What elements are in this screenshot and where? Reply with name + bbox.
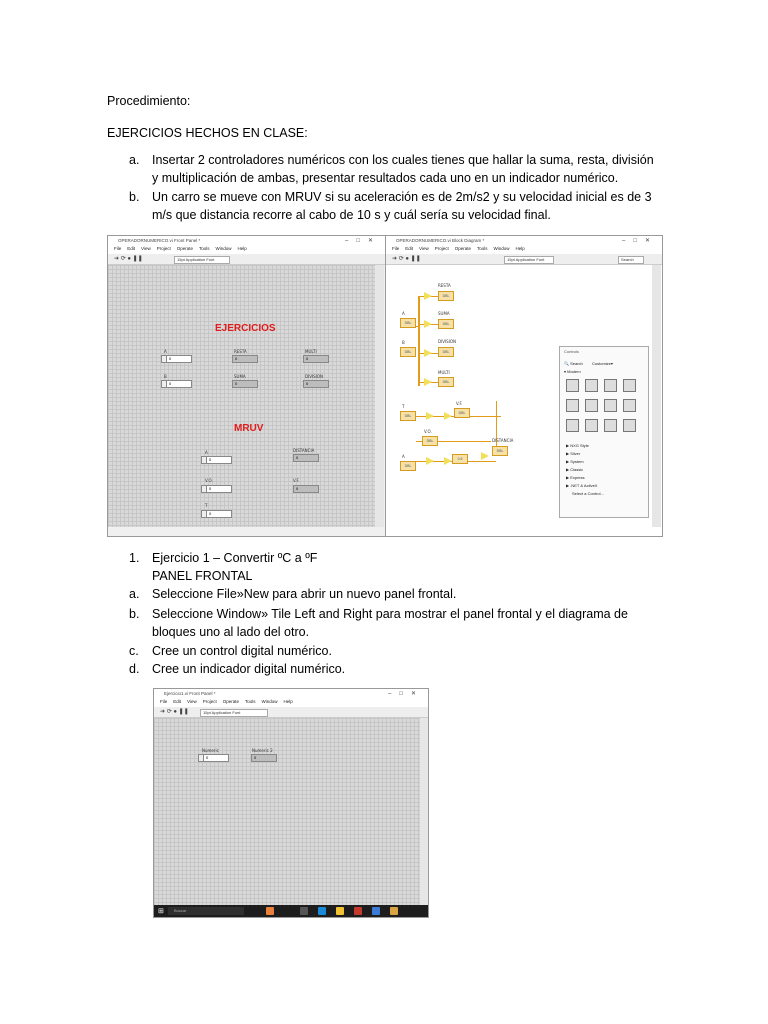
label-suma: SUMA xyxy=(438,311,450,316)
window-controls[interactable]: –□✕ xyxy=(622,238,658,244)
label-b: B xyxy=(402,340,405,345)
label-suma: SUMA xyxy=(234,374,246,379)
palette-category-modern[interactable]: ▾ Modern xyxy=(564,369,581,374)
list-marker: c. xyxy=(129,644,139,658)
exercise-subtitle: PANEL FRONTAL xyxy=(152,569,253,583)
add-icon xyxy=(424,320,432,328)
heading-mruv: MRUV xyxy=(234,423,264,434)
terminal-b: DBL xyxy=(400,347,416,357)
label-numeric: Numeric xyxy=(202,748,219,753)
label-a: A xyxy=(164,349,167,354)
label-vo: V.O. xyxy=(205,478,213,483)
app-icon[interactable] xyxy=(372,907,380,915)
subtract-icon xyxy=(424,292,432,300)
label-multi: MULTI xyxy=(305,349,317,354)
palette-item[interactable]: Select a Control... xyxy=(572,491,604,496)
exercise-title: Ejercicio 1 – Convertir ºC a ºF xyxy=(152,551,318,565)
list-marker: b. xyxy=(129,607,140,621)
indicator-suma: 0 xyxy=(232,380,258,388)
search-input[interactable]: Search xyxy=(618,256,644,264)
container-icon[interactable] xyxy=(623,399,636,412)
front-panel-window xyxy=(107,235,386,537)
step-line: Cree un indicador digital numérico. xyxy=(152,662,346,676)
palette-search-button[interactable]: 🔍 Search xyxy=(564,361,583,366)
control-numeric[interactable]: 0 xyxy=(203,754,229,762)
control-b[interactable]: 0 xyxy=(166,380,192,388)
label-a: A xyxy=(402,311,405,316)
menu-edit[interactable]: Edit xyxy=(127,246,136,251)
scrollbar[interactable] xyxy=(652,265,661,527)
window-title: Ejercicio1.vi Front Panel * xyxy=(164,691,216,696)
palette-search-label: Search xyxy=(570,361,583,366)
step-line: Cree un control digital numérico. xyxy=(152,644,332,658)
font-selector[interactable]: 15pt Application Font xyxy=(504,256,554,264)
ejercicio1-front-panel-window xyxy=(153,688,429,918)
run-icon[interactable]: ➜ ⟳ ● ❚❚ xyxy=(160,709,189,715)
menu-project[interactable]: Project xyxy=(156,246,171,251)
indicator-suma: DBL xyxy=(438,319,454,329)
menu-window[interactable]: Window xyxy=(261,699,278,704)
menu-project[interactable]: Project xyxy=(434,246,449,251)
control-a[interactable]: 0 xyxy=(166,355,192,363)
windows-taskbar xyxy=(154,905,428,917)
palette-item[interactable]: ▶ Express xyxy=(566,475,585,480)
edge-icon[interactable] xyxy=(318,907,326,915)
app-icon[interactable] xyxy=(354,907,362,915)
labview-app-icon[interactable] xyxy=(266,907,274,915)
menu-operate[interactable]: Operate xyxy=(454,246,471,251)
label-multi: MULTI xyxy=(438,370,450,375)
label-distancia: DISTANCIA xyxy=(492,438,514,443)
string-icon[interactable] xyxy=(604,379,617,392)
menu-operate[interactable]: Operate xyxy=(222,699,239,704)
label-division: DIVISION xyxy=(305,374,324,379)
toolbar xyxy=(386,254,662,265)
palette-item[interactable]: ▶ NXG Style xyxy=(566,443,589,448)
indicator-vf: 0 xyxy=(293,485,319,493)
list-marker: a. xyxy=(129,153,140,167)
graph-icon[interactable] xyxy=(585,399,598,412)
taskbar-search[interactable]: Buscar xyxy=(168,907,244,915)
control-vo[interactable]: 0 xyxy=(206,485,232,493)
list-table-icon[interactable] xyxy=(566,399,579,412)
variant-icon[interactable] xyxy=(585,419,598,432)
add-icon xyxy=(481,452,489,460)
panel-grid xyxy=(108,265,375,527)
label-vo: V.O. xyxy=(424,429,432,434)
menubar xyxy=(154,699,428,707)
task-view-icon[interactable] xyxy=(300,907,308,915)
menu-project[interactable]: Project xyxy=(202,699,217,704)
terminal-a2: DBL xyxy=(400,461,416,471)
decorations-icon[interactable] xyxy=(604,419,617,432)
palette-item[interactable]: ▶ System xyxy=(566,459,584,464)
toolbar xyxy=(154,707,428,718)
menu-help[interactable]: Help xyxy=(283,699,293,704)
run-icon[interactable]: ➜ ⟳ ● ❚❚ xyxy=(114,256,143,262)
terminal-a: DBL xyxy=(400,318,416,328)
menu-file[interactable]: File xyxy=(160,699,168,704)
block-diagram-window xyxy=(385,235,663,537)
label-t: T xyxy=(402,404,405,409)
numeric-icon[interactable] xyxy=(566,379,579,392)
toolbar xyxy=(108,254,385,265)
ring-icon[interactable] xyxy=(604,399,617,412)
control-t[interactable]: 0 xyxy=(206,510,232,518)
label-resta: RESTA xyxy=(438,283,451,288)
constant-node: 0.5 xyxy=(452,454,468,464)
indicator-numeric-2: 0 xyxy=(251,754,277,762)
step-line: Seleccione File»New para abrir un nuevo panel frontal. xyxy=(152,587,457,601)
window-title: OPERADORNUMERICO.vi Block Diagram * xyxy=(396,238,485,243)
label-b: B xyxy=(164,374,167,379)
window-title: OPERADORNUMERICO.vi Front Panel * xyxy=(118,238,201,243)
indicator-distancia: DBL xyxy=(492,446,508,456)
palette-title: Controls xyxy=(564,349,579,354)
list-marker: d. xyxy=(129,662,140,676)
list-item-line: y multiplicación de ambas, presentar resultados cada uno en un indicador numérico. xyxy=(152,171,619,185)
divide-icon xyxy=(424,349,432,357)
menu-file[interactable]: File xyxy=(392,246,400,251)
scrollbar[interactable] xyxy=(375,265,384,527)
app-icon[interactable] xyxy=(390,907,398,915)
multiply-icon xyxy=(444,457,452,465)
menu-help[interactable]: Help xyxy=(515,246,525,251)
indicator-division: 0 xyxy=(303,380,329,388)
list-marker: b. xyxy=(129,190,140,204)
font-selector[interactable]: 15pt Application Font xyxy=(200,709,268,717)
control-a2[interactable]: 0 xyxy=(206,456,232,464)
indicator-distancia: 0 xyxy=(293,454,319,462)
list-item-line: m/s que distancia recorre al cabo de 10 s y cuál sería su velocidad final. xyxy=(152,208,551,222)
font-selector[interactable]: 15pt Application Font xyxy=(174,256,230,264)
label-a2: A xyxy=(402,454,405,459)
terminal-vo: DBL xyxy=(422,436,438,446)
step-line: Seleccione Window» Tile Left and Right para mostrar el panel frontal y el diagrama de xyxy=(152,607,628,621)
palette-item[interactable]: ▶ Classic xyxy=(566,467,584,472)
label-vf: V.F. xyxy=(456,401,463,406)
window-controls[interactable]: –□✕ xyxy=(345,238,381,244)
label-division: DIVISION xyxy=(438,339,457,344)
label-numeric-2: Numeric 2 xyxy=(252,748,273,753)
refnum-icon[interactable] xyxy=(623,419,636,432)
label-vf: V.F. xyxy=(293,478,300,483)
list-item-line: Insertar 2 controladores numéricos con los cuales tienes que hallar la suma, resta, división xyxy=(152,153,654,167)
wire xyxy=(418,296,420,386)
palette-item[interactable]: ▶ .NET & ActiveX xyxy=(566,483,598,488)
section-title: EJERCICIOS HECHOS EN CLASE: xyxy=(107,126,308,140)
menu-edit[interactable]: Edit xyxy=(173,699,182,704)
indicator-division: DBL xyxy=(438,347,454,357)
heading-procedimiento: Procedimiento: xyxy=(107,94,191,108)
menu-window[interactable]: Window xyxy=(493,246,510,251)
list-item-line: Un carro se mueve con MRUV si su aceleración es de 2m/s2 y su velocidad inicial es de 3 xyxy=(152,190,652,204)
menu-operate[interactable]: Operate xyxy=(176,246,193,251)
menu-view[interactable]: View xyxy=(187,699,197,704)
menu-help[interactable]: Help xyxy=(237,246,247,251)
palette-item[interactable]: ▶ Silver xyxy=(566,451,581,456)
menu-file[interactable]: File xyxy=(114,246,122,251)
io-icon[interactable] xyxy=(566,419,579,432)
menu-view[interactable]: View xyxy=(141,246,151,251)
windows-start-icon[interactable]: ⊞ xyxy=(158,908,164,915)
window-controls[interactable]: –□✕ xyxy=(388,691,424,697)
controls-palette xyxy=(559,346,649,518)
menu-tools[interactable]: Tools xyxy=(477,246,488,251)
step-line: bloques uno al lado del otro. xyxy=(152,625,310,639)
multiply-icon xyxy=(426,457,434,465)
heading-ejercicios: EJERCICIOS xyxy=(215,323,276,334)
panel-grid xyxy=(154,718,420,905)
menu-window[interactable]: Window xyxy=(215,246,232,251)
menu-tools[interactable]: Tools xyxy=(245,699,256,704)
array-icon[interactable] xyxy=(623,379,636,392)
boolean-icon[interactable] xyxy=(585,379,598,392)
indicator-resta: DBL xyxy=(438,291,454,301)
label-t: T xyxy=(205,503,208,508)
menu-tools[interactable]: Tools xyxy=(199,246,210,251)
indicator-multi: 0 xyxy=(303,355,329,363)
file-explorer-icon[interactable] xyxy=(336,907,344,915)
menu-view[interactable]: View xyxy=(419,246,429,251)
menu-edit[interactable]: Edit xyxy=(405,246,414,251)
scrollbar[interactable] xyxy=(420,718,428,905)
terminal-t: DBL xyxy=(400,411,416,421)
menubar xyxy=(108,246,385,254)
multiply-icon xyxy=(426,412,434,420)
add-icon xyxy=(444,412,452,420)
label-resta: RESTA xyxy=(234,349,247,354)
multiply-icon xyxy=(424,378,432,386)
list-marker: a. xyxy=(129,587,140,601)
run-icon[interactable]: ➜ ⟳ ● ❚❚ xyxy=(392,256,421,262)
label-distancia: DISTANCIA xyxy=(293,448,315,453)
menubar xyxy=(386,246,662,254)
indicator-vf: DBL xyxy=(454,408,470,418)
indicator-resta: 0 xyxy=(232,355,258,363)
exercise-marker: 1. xyxy=(129,551,140,565)
indicator-multi: DBL xyxy=(438,377,454,387)
palette-customize-button[interactable]: Customize▾ xyxy=(592,361,613,366)
label-a2: A xyxy=(205,450,208,455)
